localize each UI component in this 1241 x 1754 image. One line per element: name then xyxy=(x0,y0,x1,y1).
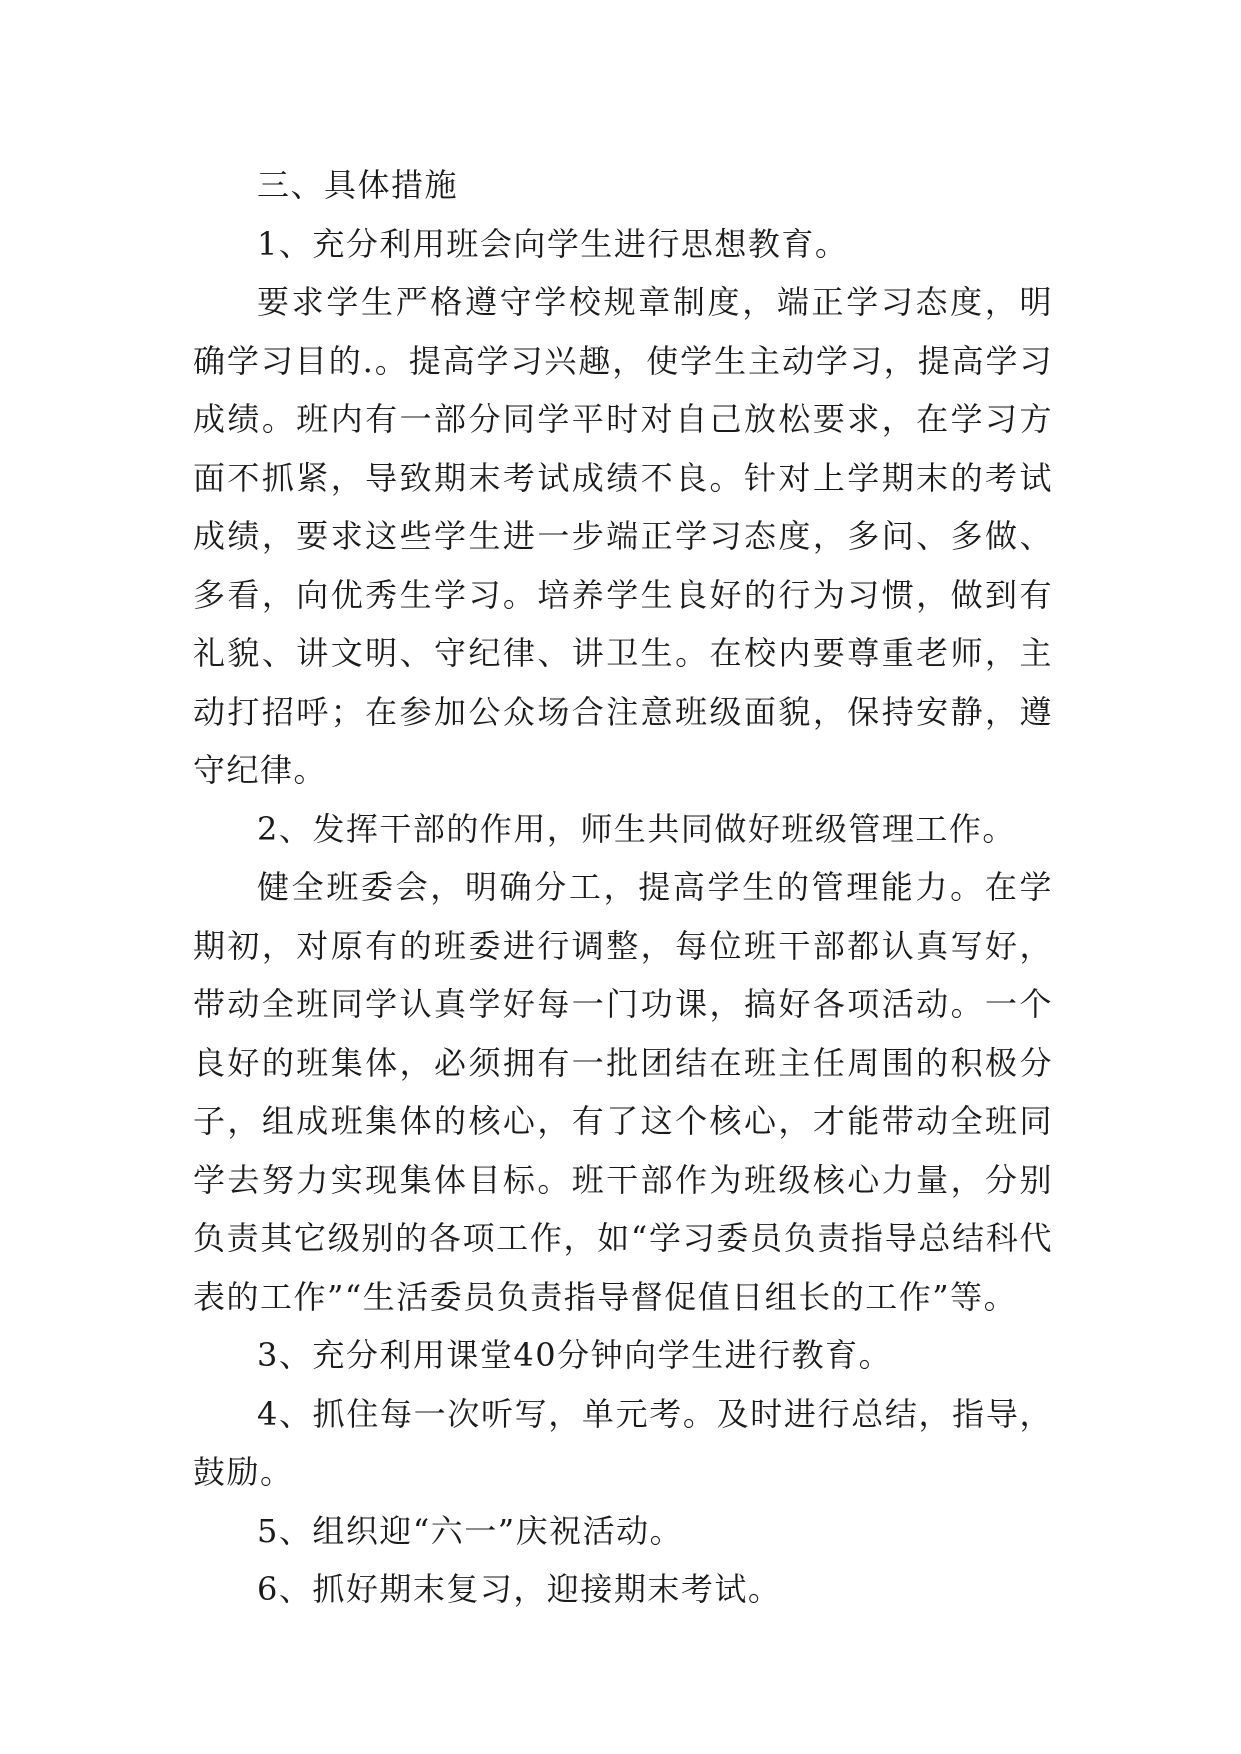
measure-1-detail: 要求学生严格遵守学校规章制度，端正学习态度，明确学习目的.。提高学习兴趣，使学生主动学习，提高学习成绩。班内有一部分同学平时对自己放松要求，在学习方面不抓紧，导致期末考试成绩不良。针对上学期末的考试成绩，要求这些学生进一步端正学习态度，多问、多做、多看，向优秀生学习。培养学生良好的行为习惯，做到有礼貌、讲文明、守纪律、讲卫生。在校内要尊重老师，主动打招呼；在参加公众场合注意班级面貌，保持安静，遵守纪律。 xyxy=(193,283,1053,789)
measure-2-detail: 健全班委会，明确分工，提高学生的管理能力。在学期初，对原有的班委进行调整，每位班干部都认真写好，带动全班同学认真学好每一门功课，搞好各项活动。一个良好的班集体，必须拥有一批团结在班主任周围的积极分子，组成班集体的核心，有了这个核心，才能带动全班同学去努力实现集体目标。班干部作为班级核心力量，分别负责其它级别的各项工作，如“学习委员负责指导总结科代表的工作”“生活委员负责指导督促值日组长的工作”等。 xyxy=(193,868,1053,1316)
document-body xyxy=(193,156,1053,1619)
measure-item-2: 2、发挥干部的作用，师生共同做好班级管理工作。 xyxy=(257,809,1016,848)
measure-item-6: 6、抓好期末复习，迎接期末考试。 xyxy=(257,1570,782,1608)
measure-item-4: 4、抓住每一次听写，单元考。及时进行总结，指导，鼓励。 xyxy=(193,1394,1053,1491)
measure-item-5: 5、组织迎“六一”庆祝活动。 xyxy=(257,1511,684,1550)
measure-item-3: 3、充分利用课堂40分钟向学生进行教育。 xyxy=(257,1336,893,1374)
measure-item-1: 1、充分利用班会向学生进行思想教育。 xyxy=(257,224,849,263)
section-heading: 三、具体措施 xyxy=(257,166,459,204)
